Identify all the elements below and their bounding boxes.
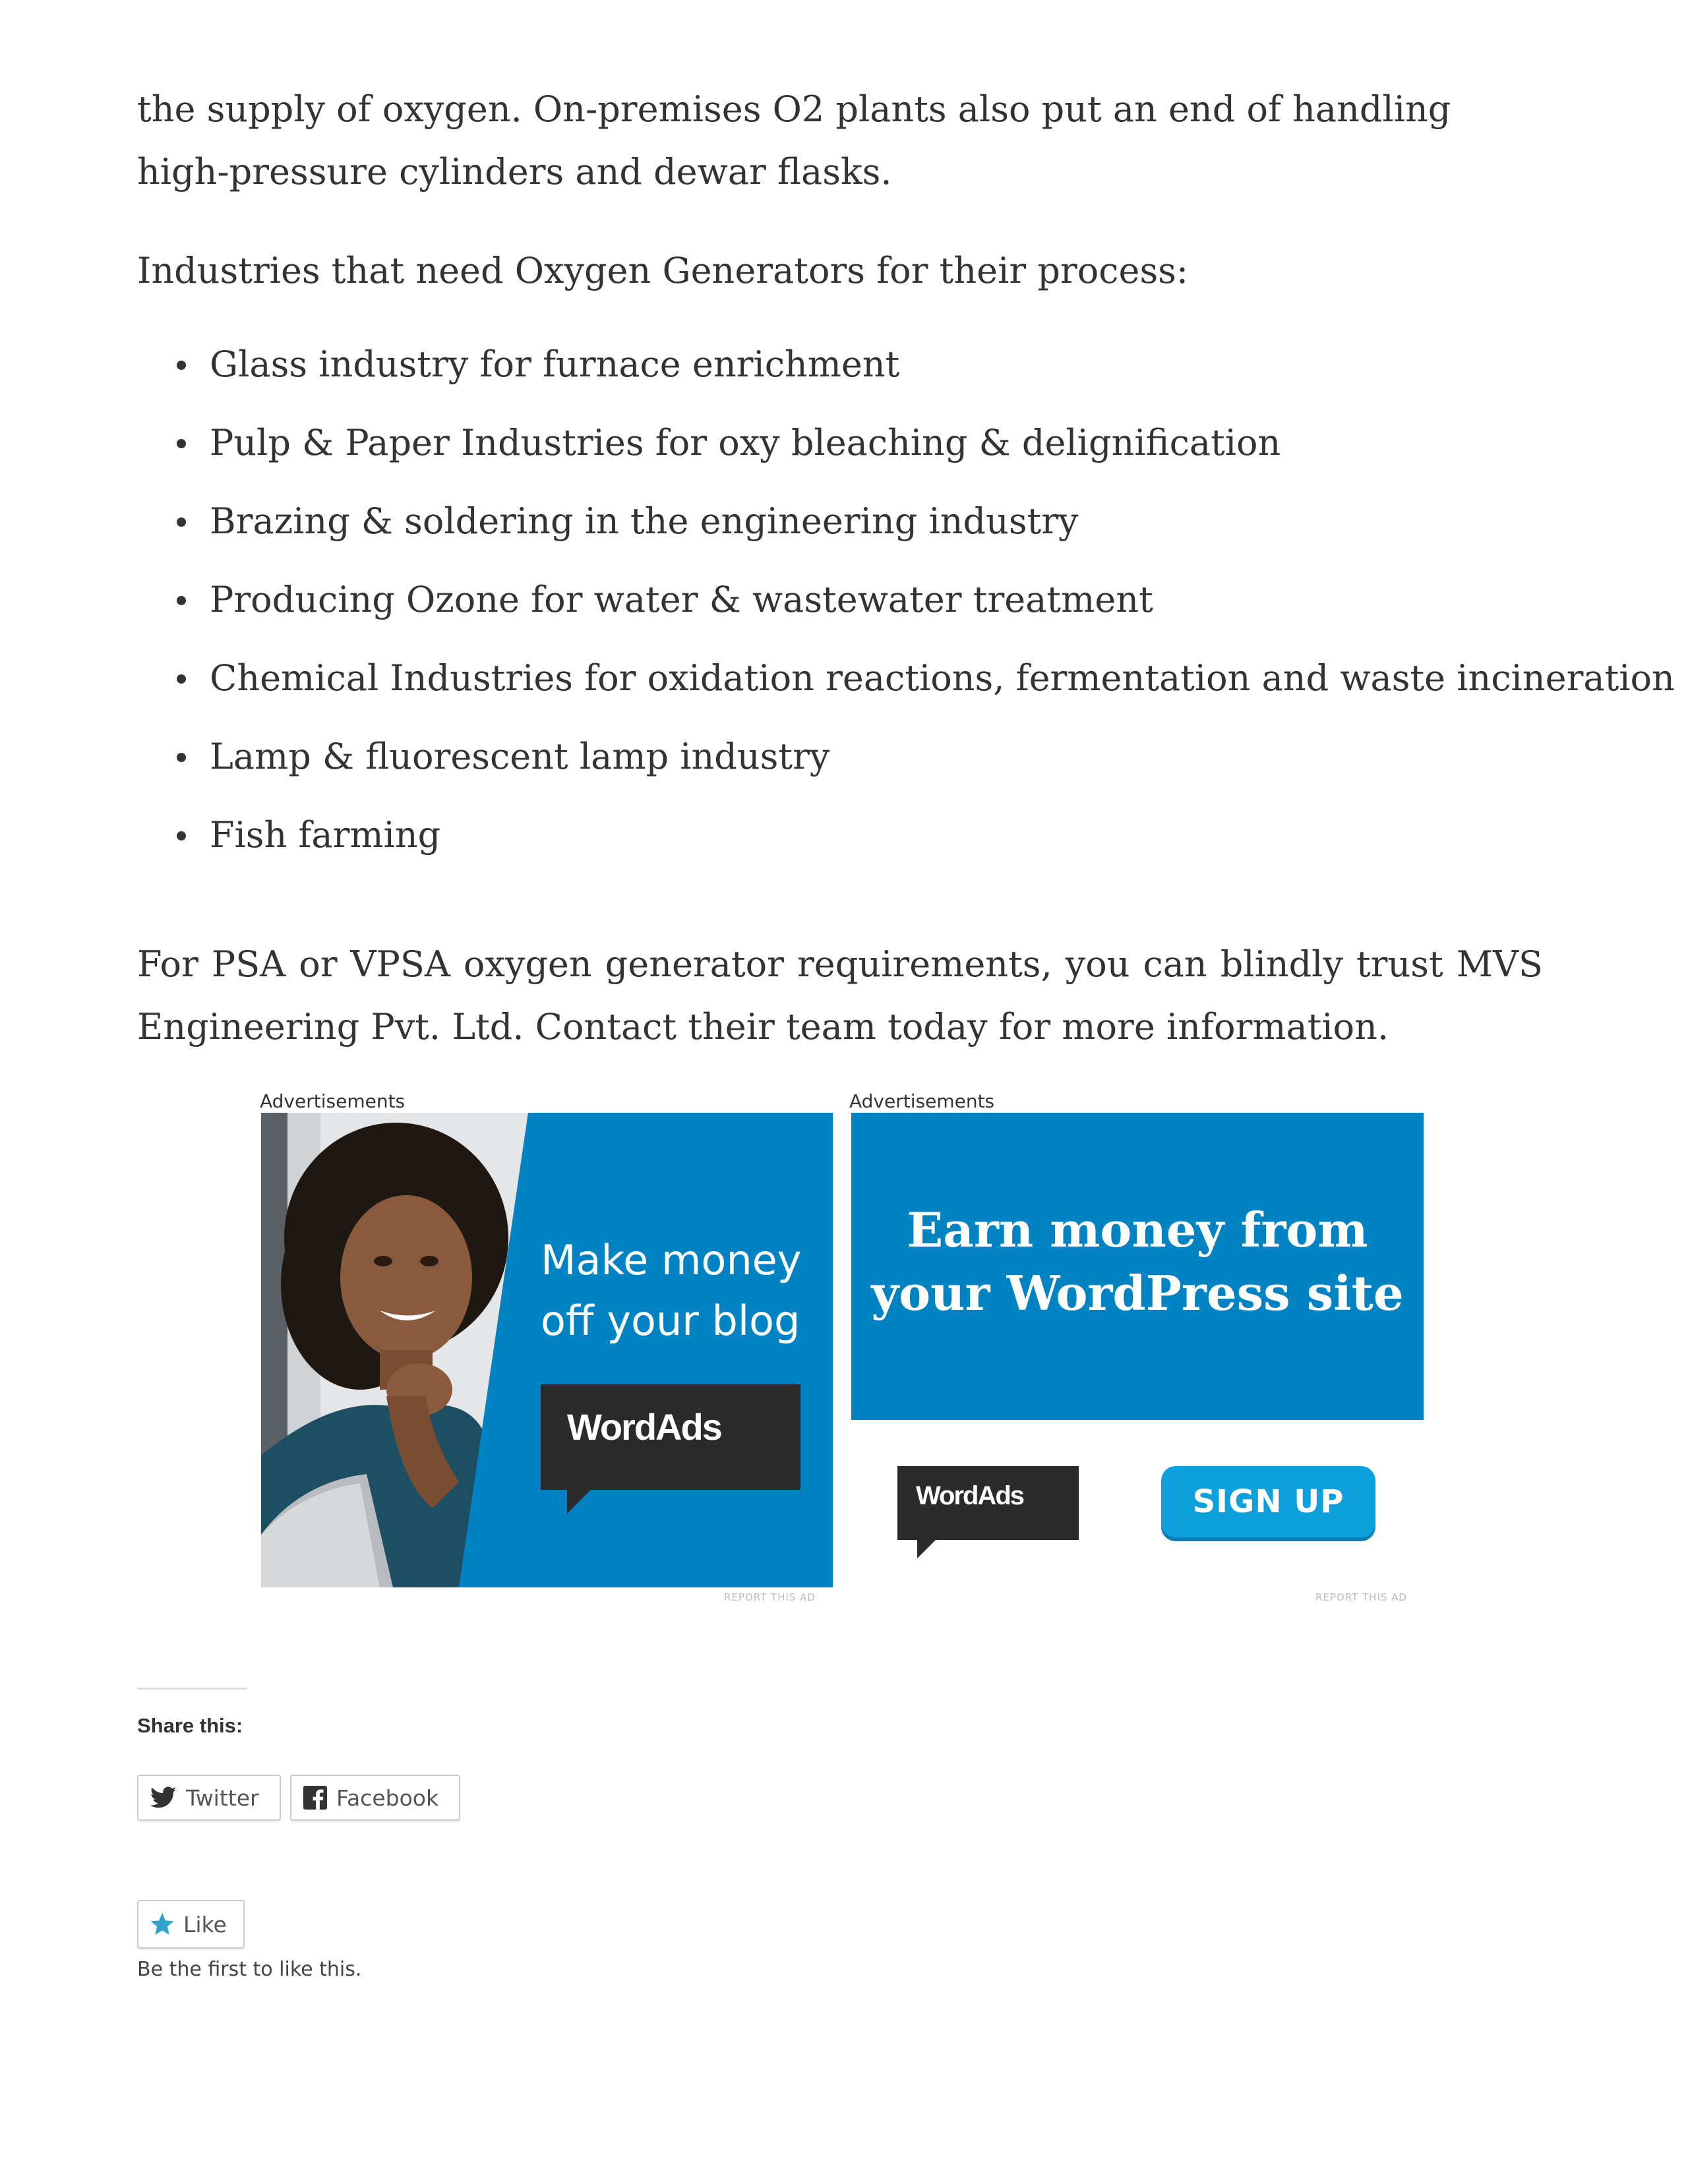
ad-banner-make-money[interactable]: [261, 1113, 833, 1587]
list-intro: Industries that need Oxygen Generators for their process:: [137, 250, 1189, 291]
ad-banner-earn-money[interactable]: [851, 1113, 1424, 1420]
like-note: Be the first to like this.: [137, 1958, 362, 1981]
like-button[interactable]: [137, 1900, 245, 1949]
ad-label: Advertisements: [260, 1090, 406, 1112]
facebook-label: Facebook: [336, 1785, 439, 1811]
list-item: Producing Ozone for water & wastewater treatment: [137, 568, 1543, 647]
list-item: Fish farming: [137, 804, 1543, 882]
facebook-icon: [303, 1786, 327, 1810]
report-ad-link[interactable]: REPORT THIS AD: [724, 1591, 816, 1603]
ad-label: Advertisements: [849, 1090, 995, 1112]
star-icon: [149, 1911, 175, 1937]
like-label: Like: [183, 1911, 227, 1937]
wordads-logo: WordAds: [541, 1384, 800, 1490]
list-item: Brazing & soldering in the engineering industry: [137, 490, 1543, 568]
sign-up-button[interactable]: SIGN UP: [1161, 1466, 1375, 1537]
share-facebook-button[interactable]: [290, 1775, 460, 1821]
ad-headline: Make money off your blog: [541, 1236, 802, 1345]
list-item: Lamp & fluorescent lamp industry: [137, 725, 1543, 804]
wordads-logo: WordAds: [897, 1466, 1079, 1540]
twitter-label: Twitter: [186, 1785, 259, 1811]
list-item: Pulp & Paper Industries for oxy bleaching & delignification: [137, 411, 1543, 490]
share-heading: Share this:: [137, 1714, 243, 1737]
divider: [137, 1688, 247, 1690]
report-ad-link[interactable]: REPORT THIS AD: [1315, 1591, 1407, 1603]
share-twitter-button[interactable]: [137, 1775, 281, 1821]
list-item: Glass industry for furnace enrichment: [137, 333, 1543, 411]
list-item: Chemical Industries for oxidation reactions, fermentation and waste incineration: [137, 647, 1543, 725]
ad-headline: Earn money from your WordPress site: [871, 1202, 1404, 1321]
article-paragraph: the supply of oxygen. On-premises O2 plants also put an end of handling high-pressure cylinders and dewar flasks.: [137, 88, 1451, 192]
industries-list: [137, 333, 1675, 882]
closing-paragraph: For PSA or VPSA oxygen generator requirements, you can blindly trust MVS Engineering Pvt. Ltd. Contact their team today for more information.: [137, 943, 1543, 1048]
twitter-icon: [150, 1786, 177, 1809]
